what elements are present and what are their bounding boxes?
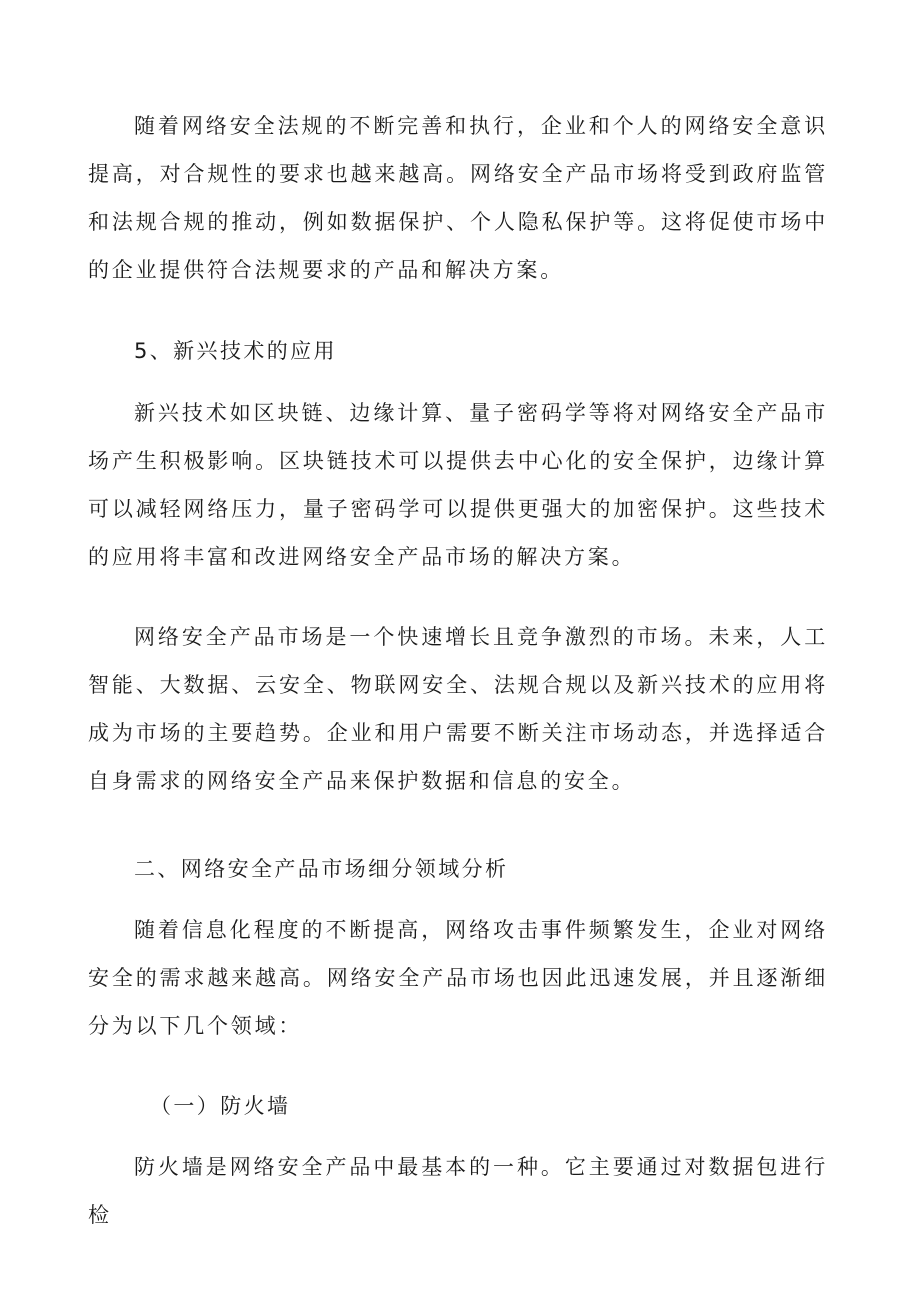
paragraph-regulation-compliance: 随着网络安全法规的不断完善和执行，企业和个人的网络安全意识提高，对合规性的要求也越来越高。网络安全产品市场将受到政府监管和法规合规的推动，例如数据保护、个人隐私保护等。这将促使市场中的企业提供符合法规要求的产品和解决方案。 <box>88 114 828 282</box>
heading-emerging-tech: 5、新兴技术的应用 <box>134 339 337 363</box>
paragraph-market-summary: 网络安全产品市场是一个快速增长且竞争激烈的市场。未来，人工智能、大数据、云安全、物联网安全、法规合规以及新兴技术的应用将成为市场的主要趋势。企业和用户需要不断关注市场动态，并选择适合自身需求的网络安全产品来保护数据和信息的安全。 <box>88 625 828 793</box>
paragraph-emerging-tech: 新兴技术如区块链、边缘计算、量子密码学等将对网络安全产品市场产生积极影响。区块链技术可以提供去中心化的安全保护，边缘计算可以减轻网络压力，量子密码学可以提供更强大的加密保护。这些技术的应用将丰富和改进网络安全产品市场的解决方案。 <box>88 401 828 569</box>
paragraph-segmentation-intro: 随着信息化程度的不断提高，网络攻击事件频繁发生，企业对网络安全的需求越来越高。网络安全产品市场也因此迅速发展，并且逐渐细分为以下几个领域： <box>88 918 828 1038</box>
heading-firewall: （一）防火墙 <box>150 1094 291 1118</box>
paragraph-firewall: 防火墙是网络安全产品中最基本的一种。它主要通过对数据包进行检 <box>88 1155 828 1227</box>
heading-section-two: 二、网络安全产品市场细分领域分析 <box>134 857 509 881</box>
